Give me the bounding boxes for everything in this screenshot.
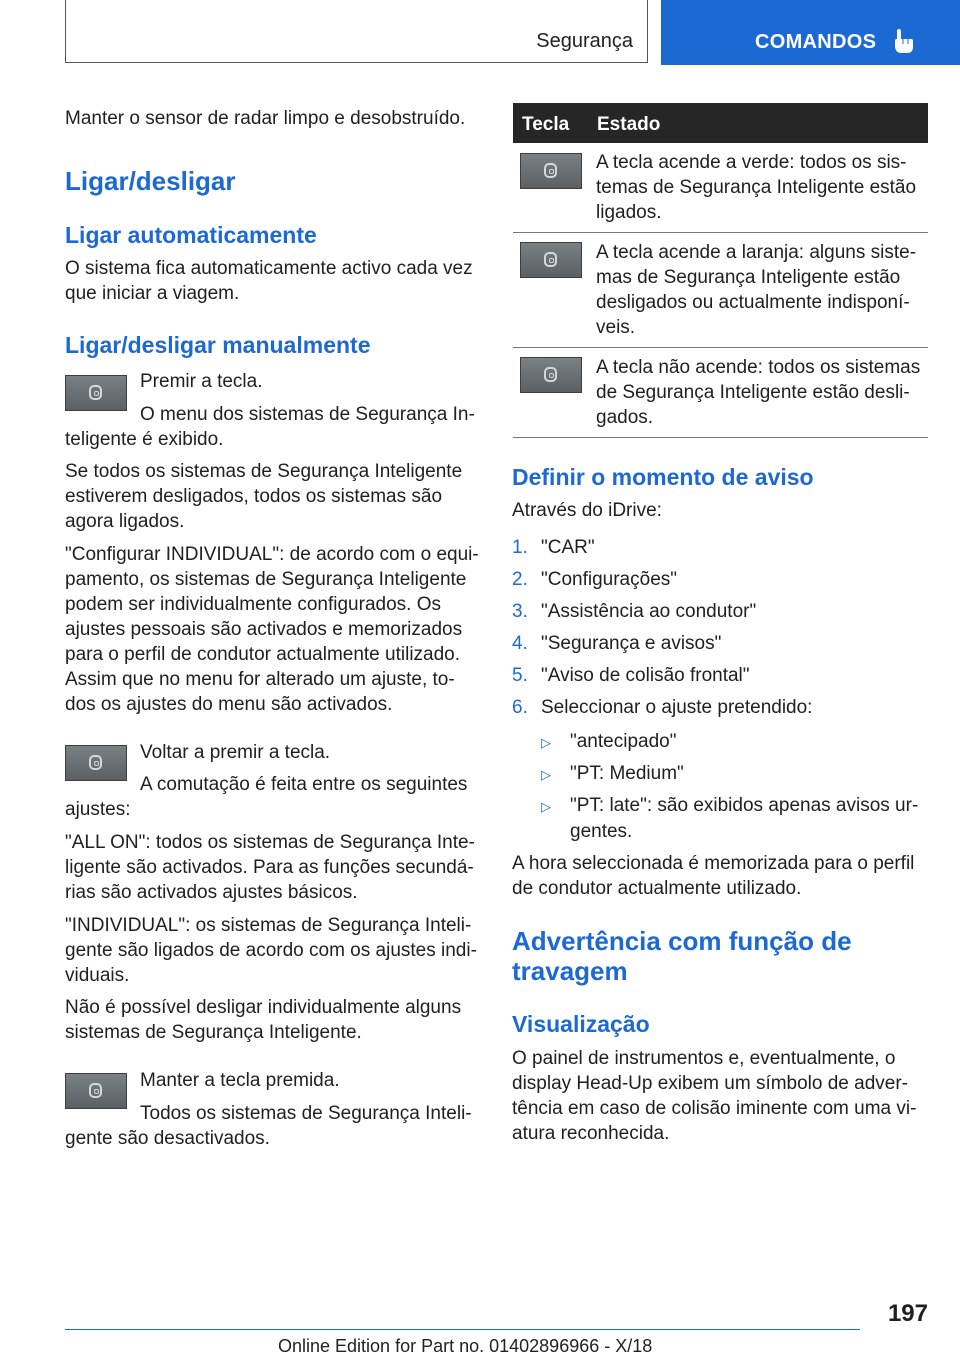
press-again-text: Voltar a premir a tecla. xyxy=(140,742,331,763)
list-item: 4. "Segurança e avisos" xyxy=(512,633,722,654)
menu-shown-text: O menu dos sistemas de Segurança In- teligente é exibido. xyxy=(65,404,475,450)
heading-auto: Ligar automaticamente xyxy=(65,222,317,248)
safety-button-icon xyxy=(544,252,557,267)
auto-paragraph: O sistema fica automaticamente activo cada vez que iniciar a viagem. xyxy=(65,258,473,304)
header-chapter-title: COMANDOS xyxy=(755,31,877,53)
list-item: 2. "Configurações" xyxy=(512,569,678,590)
table-divider xyxy=(513,437,928,438)
heading-manual: Ligar/desligar manualmente xyxy=(65,332,371,358)
individual-paragraph: "Configurar INDIVIDUAL": de acordo com o equi- pamento, os sistemas de Segurança Inteligente podem ser individualmente configurados. Os ajustes pessoais são activados e memorizados para o perfil de condutor actualmente utilizado. Assim que no menu for alterado um ajuste, to- dos os ajustes do menu são activados. xyxy=(65,544,479,715)
list-item: ▷ "PT: Medium" xyxy=(541,761,931,793)
button-off-image xyxy=(520,357,582,393)
not-possible-paragraph: Não é possível desligar individualmente alguns sistemas de Segurança Inteligente. xyxy=(65,997,462,1043)
col-header-state: Estado xyxy=(597,114,661,135)
individual2-paragraph: "INDIVIDUAL": os sistemas de Segurança Inteli- gente são ligados de acordo com os ajustes indi- viduais. xyxy=(65,915,477,986)
hold-key-text: Manter a tecla premida. xyxy=(140,1070,340,1091)
state-table-header xyxy=(513,103,928,143)
header-section-title: Segurança xyxy=(536,30,633,52)
table-row: A tecla acende a laranja: alguns siste- mas de Segurança Inteligente estão desligados ou actualmente indisponí- veis. xyxy=(596,242,917,338)
list-item: 5. "Aviso de colisão frontal" xyxy=(512,665,750,686)
all-on-paragraph: "ALL ON": todos os sistemas de Segurança Inte- ligente são activados. Para as funções secundá- rias são activados ajustes básicos. xyxy=(65,832,475,903)
triangle-bullet-icon: ▷ xyxy=(541,735,551,750)
col-header-key: Tecla xyxy=(522,114,570,135)
deactivated-text: Todos os sistemas de Segurança Inteli- gente são desactivados. xyxy=(65,1103,472,1149)
options-list: ▷ "antecipado" ▷ "PT: Medium" ▷ "PT: late": são exibidos apenas avisos ur- gentes. xyxy=(541,729,931,844)
button-orange-image xyxy=(520,242,582,278)
heading-display: Visualização xyxy=(512,1011,650,1037)
safety-button-icon xyxy=(544,367,557,382)
page-number: 197 xyxy=(887,1300,928,1327)
table-row: A tecla não acende: todos os sistemas de Segurança Inteligente estão desli- gados. xyxy=(596,357,921,428)
triangle-bullet-icon: ▷ xyxy=(541,767,551,782)
safety-button-icon xyxy=(89,1083,102,1098)
heading-warning-time: Definir o momento de aviso xyxy=(512,464,814,490)
intro-text: Manter o sensor de radar limpo e desobstruído. xyxy=(65,108,466,129)
table-divider xyxy=(513,232,928,233)
list-item: 6. Seleccionar o ajuste pretendido: xyxy=(512,697,813,718)
all-off-paragraph: Se todos os sistemas de Segurança Inteligente estiverem desligados, todos os sistemas são agora ligados. xyxy=(65,461,463,532)
via-idrive-text: Através do iDrive: xyxy=(512,500,662,521)
safety-button-icon xyxy=(544,163,557,178)
footer-edition: Online Edition for Part no. 01402896966 - X/18 xyxy=(278,1336,653,1356)
table-divider xyxy=(513,347,928,348)
header-section-box xyxy=(65,0,648,63)
heading-onoff: Ligar/desligar xyxy=(65,166,236,196)
press-key-text: Premir a tecla. xyxy=(140,371,263,392)
list-item: ▷ "antecipado" xyxy=(541,729,931,761)
triangle-bullet-icon: ▷ xyxy=(541,799,551,814)
steps-list xyxy=(512,535,932,727)
safety-button-icon xyxy=(89,385,102,400)
header-chapter-tab[interactable] xyxy=(661,0,960,65)
list-item: 3. "Assistência ao condutor" xyxy=(512,601,757,622)
list-item: 1. "CAR" xyxy=(512,537,595,558)
toggle-text: A comutação é feita entre os seguintes ajustes: xyxy=(65,774,468,820)
safety-button-icon xyxy=(89,755,102,770)
footer-divider xyxy=(65,1329,860,1330)
list-item: ▷ "PT: late": são exibidos apenas avisos ur- xyxy=(541,793,931,819)
memorized-paragraph: A hora seleccionada é memorizada para o perfil de condutor actualmente utilizado. xyxy=(512,853,915,899)
pointing-hand-icon xyxy=(893,27,915,55)
heading-brake-warning: Advertência com função de travagem xyxy=(512,926,852,986)
button-green-image xyxy=(520,153,582,189)
table-row: A tecla acende a verde: todos os sis- temas de Segurança Inteligente estão ligados. xyxy=(596,152,917,223)
display-paragraph: O painel de instrumentos e, eventualmente, o display Head-Up exibem um símbolo de adver- tência em caso de colisão iminente com uma vi- atura reconhecida. xyxy=(512,1048,917,1144)
